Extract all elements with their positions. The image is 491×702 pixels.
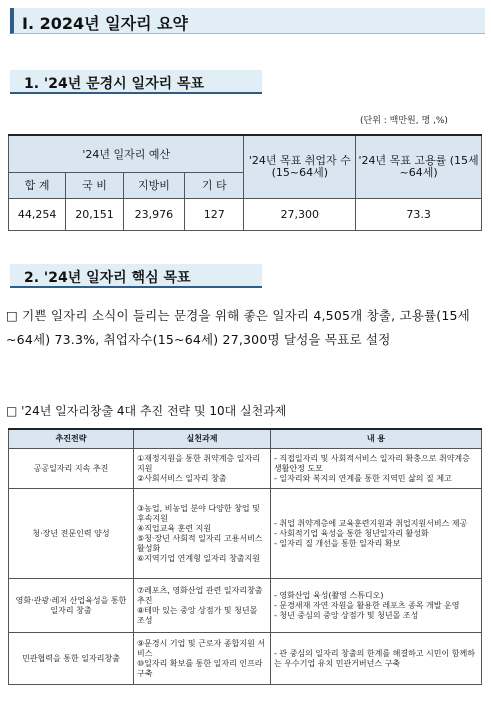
table-row: [9, 449, 482, 489]
content-cell: [271, 489, 482, 579]
strategy-header: 추진전략: [9, 429, 134, 449]
task-item: ⑩일자리 확보를 통한 일자리 인프라 구축: [137, 658, 263, 678]
task-cell: [134, 489, 271, 579]
task-item: ⑨문경시 기업 및 근로자 종합지원 서비스: [137, 638, 266, 658]
content-item: - 사회적기업 육성을 통한 청년일자리 활성화: [274, 528, 429, 538]
content-item: - 일자리 질 개선을 통한 일자리 확보: [274, 538, 401, 548]
strategy-cell: 청·장년 전문인력 양성: [9, 489, 134, 579]
strategy-table: [8, 428, 482, 685]
document-title: Ⅰ. 2024년 일자리 요약: [22, 14, 189, 33]
document-title-bar: [10, 8, 485, 34]
budget-header: '24년 일자리 예산: [9, 135, 244, 172]
content-cell: [271, 449, 482, 489]
task-cell: [134, 449, 271, 489]
table-row: [9, 489, 482, 579]
target-rate-header: '24년 목표 고용률 (15세~64세): [356, 135, 482, 198]
task-item: ①재정지원을 통한 취약계층 일자리 지원: [137, 453, 260, 473]
content-item: - 취업 취약계층에 교육훈련지원과 취업지원서비스 제공: [274, 518, 468, 528]
content-item: - 청년 중심의 중앙 상점가 및 청년몰 조성: [274, 610, 419, 620]
section1-heading-bar: [10, 70, 262, 94]
section2-heading-bar: [10, 264, 262, 288]
value-national: 20,151: [66, 198, 123, 230]
value-other: 127: [185, 198, 244, 230]
task-header: 실천과제: [134, 429, 271, 449]
table-row: [9, 633, 482, 685]
task-item: ③농업, 비농업 분야 다양한 창업 및 후속지원: [137, 503, 260, 523]
job-target-table: [8, 134, 482, 231]
content-item: - 영화산업 육성(촬영 스튜디오): [274, 590, 384, 600]
content-cell: [271, 633, 482, 685]
content-item: - 일자리와 복지의 연계를 통한 지역민 삶의 질 제고: [274, 473, 452, 483]
content-header: 내 용: [271, 429, 482, 449]
value-total: 44,254: [9, 198, 66, 230]
unit-label: (단위 : 백만원, 명 ,%): [360, 116, 448, 126]
strategy-cell: 민관협력을 통한 일자리창출: [9, 633, 134, 685]
task-cell: [134, 633, 271, 685]
content-cell: [271, 579, 482, 633]
sub-header-other: 기 타: [185, 172, 244, 198]
task-cell: [134, 579, 271, 633]
table-row: [9, 579, 482, 633]
sub-header-total: 합 계: [9, 172, 66, 198]
content-item: - 직접일자리 및 사회적서비스 일자리 확충으로 취약계층 생활안정 도모: [274, 453, 470, 473]
section2-heading: 2. '24년 일자리 핵심 목표: [24, 270, 191, 286]
content-item: - 관 중심의 일자리 창출의 한계를 해결하고 시민이 함께하는 우수기업 유치 민관거버넌스 구축: [274, 648, 475, 668]
strategy-cell: 영화·관광·레저 산업육성을 통한 일자리 창출: [9, 579, 134, 633]
value-local: 23,976: [123, 198, 184, 230]
value-target-employed: 27,300: [244, 198, 356, 230]
task-item: ⑦레포츠, 영화산업 관련 일자리창출 추진: [137, 585, 263, 605]
target-employed-header: '24년 목표 취업자 수 (15~64세): [244, 135, 356, 198]
content-item: - 문경새재 자연 자원을 활용한 레포츠 종목 개발 운영: [274, 600, 460, 610]
sub-header-national: 국 비: [66, 172, 123, 198]
sub-header-local: 지방비: [123, 172, 184, 198]
task-item: ⑤청·장년 사회적 일자리 고용서비스 활성화: [137, 533, 263, 553]
value-target-rate: 73.3: [356, 198, 482, 230]
section1-heading: 1. '24년 문경시 일자리 목표: [24, 76, 205, 92]
strategy-cell: 공공일자리 지속 추진: [9, 449, 134, 489]
strategy-title: □ '24년 일자리창출 4대 추진 전략 및 10대 실천과제: [6, 404, 287, 418]
task-item: ④직업교육 훈련 지원: [137, 523, 212, 533]
task-item: ②사회서비스 일자리 창출: [137, 473, 227, 483]
core-goal-paragraph: □ 기쁜 일자리 소식이 들리는 문경을 위해 좋은 일자리 4,505개 창출, 고용률(15세~64세) 73.3%, 취업자수(15~64세) 27,300명 달성을 목표로 설정: [6, 308, 470, 347]
task-item: ⑥지역기업 연계형 일자리 창출지원: [137, 553, 260, 563]
task-item: ⑧테마 있는 중앙 상점가 및 청년몰 조성: [137, 605, 258, 625]
